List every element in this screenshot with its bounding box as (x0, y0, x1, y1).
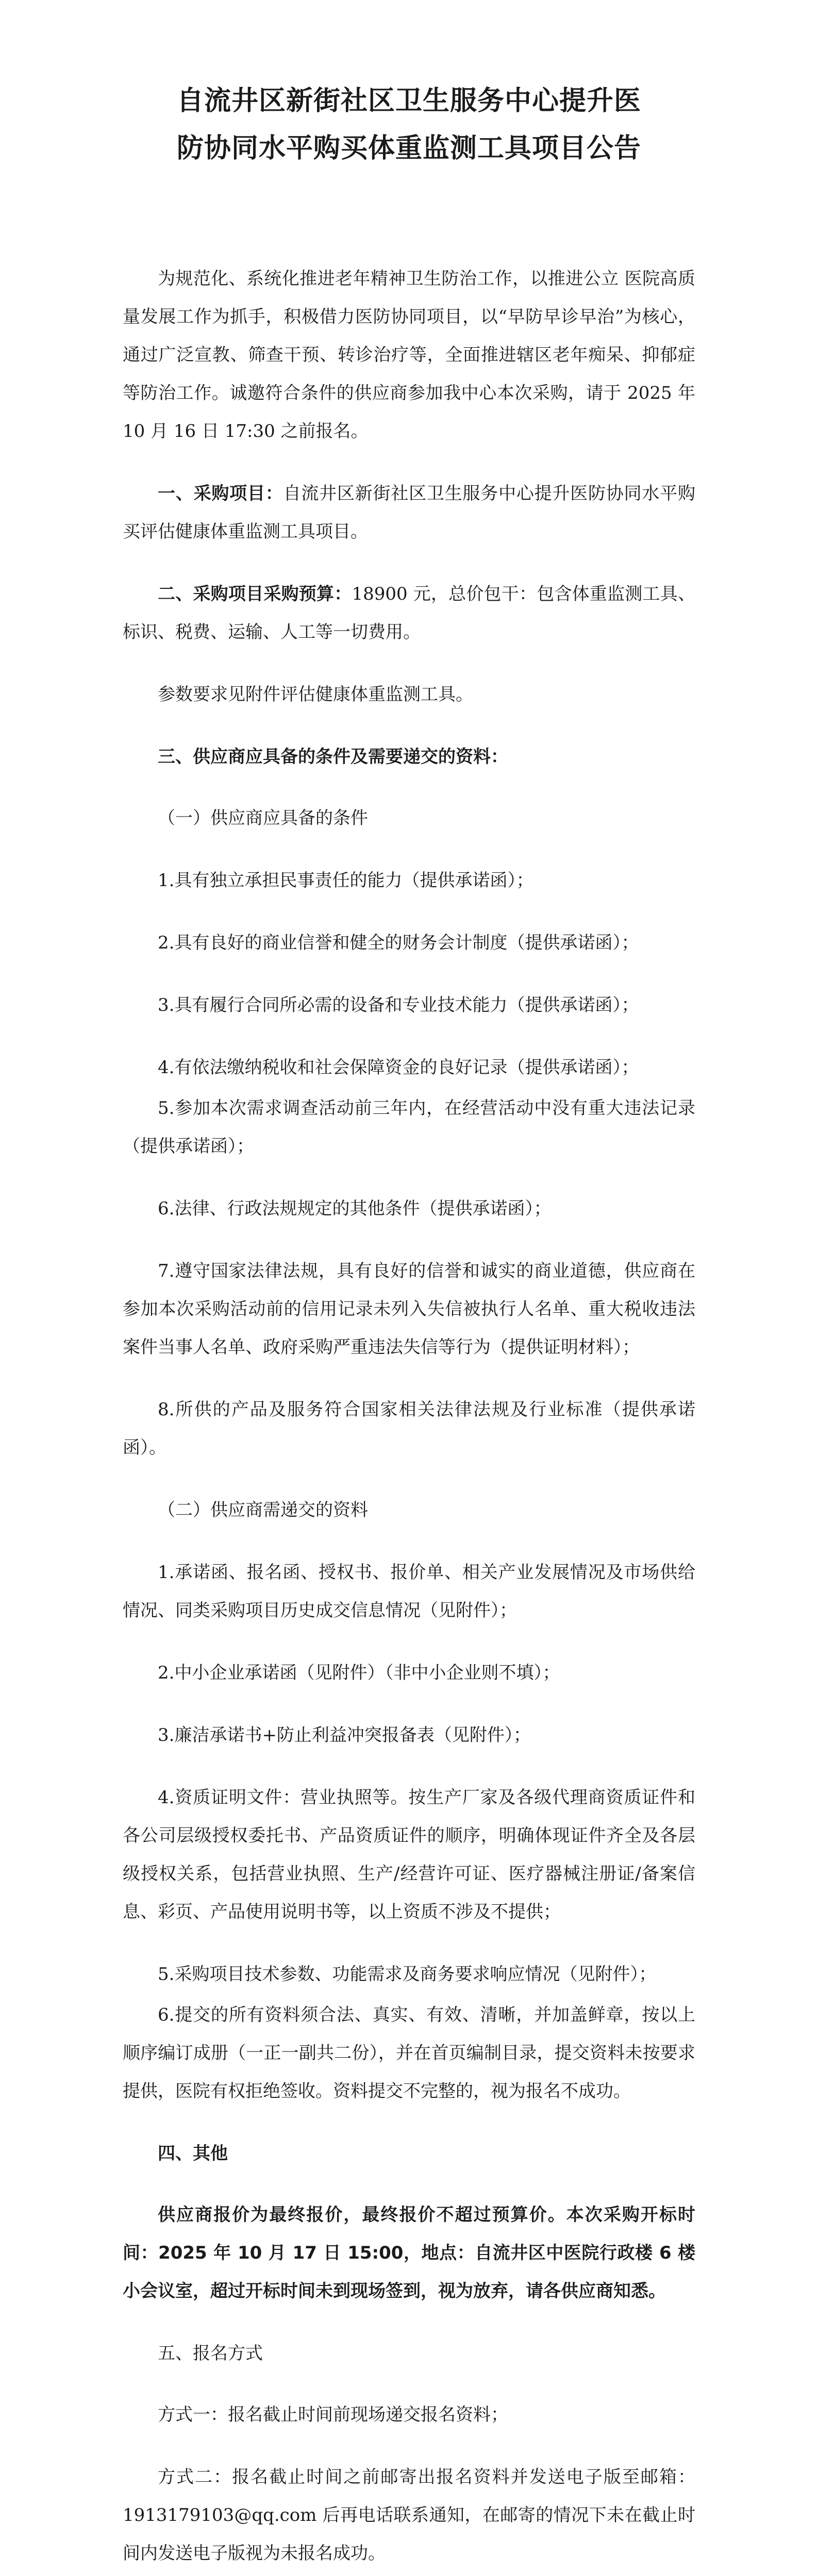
condition-item: 1.具有独立承担民事责任的能力（提供承诺函）； (158, 870, 534, 891)
condition-item: 3.具有履行合同所必需的设备和专业技术能力（提供承诺函）； (158, 995, 639, 1015)
section-1-label: 一、采购项目： (158, 483, 283, 504)
intro-paragraph: 为规范化、系统化推进老年精神卫生防治工作，以推进公立 医院高质量发展工作为抓手，积极借力医防协同项目，以“早防早诊早治”为核心，通过广泛宣教、筛查干预、转诊治疗等，全面推进辖区老年痴呆、抑郁症等防治工作。诚邀符合条件的供应商参加我中心本次采购，请于 2025 年 10 月 16 日 17:30 之前报名。 (123, 268, 695, 442)
registration-method-2: 方式二：报名截止时间之前邮寄出报名资料并发送电子版至邮箱：1913179103@qq.com 后再电话联系通知，在邮寄的情况下未在截止时间内发送电子版视为未报名成功。 (123, 2467, 695, 2564)
section-4-text: 供应商报价为最终报价，最终报价不超过预算价。本次采购开标时间：2025 年 10 月 17 日 15:00，地点：自流井区中医院行政楼 6 楼小会议室，超过开标时间未到现场签到，视为放弃，请各供应商知悉。 (123, 2205, 695, 2301)
section-5-heading: 五、报名方式 (158, 2343, 263, 2364)
parameter-note: 参数要求见附件评估健康体重监测工具。 (158, 684, 473, 705)
condition-item: 7.遵守国家法律法规，具有良好的信誉和诚实的商业道德，供应商在参加本次采购活动前的信用记录未列入失信被执行人名单、重大税收违法案件当事人名单、政府采购严重违法失信等行为（提供证明材料）； (123, 1261, 695, 1358)
title-line: 自流井区新街社区卫生服务中心提升医 (176, 86, 641, 116)
condition-item: 6.法律、行政法规规定的其他条件（提供承诺函）； (158, 1198, 552, 1219)
section-2-budget (123, 575, 695, 651)
title-line: 防协同水平购买体重监测工具项目公告 (176, 133, 641, 164)
condition-item: 5.参加本次需求调查活动前三年内，在经营活动中没有重大违法记录（提供承诺函）； (123, 1098, 695, 1157)
material-item: 2.中小企业承诺函（见附件）（非中小企业则不填）； (158, 1663, 560, 1683)
material-item: 5.采购项目技术参数、功能需求及商务要求响应情况（见附件）； (158, 1964, 657, 1985)
material-item: 1.承诺函、报名函、授权书、报价单、相关产业发展情况及市场供给情况、同类采购项目历史成交信息情况（见附件）； (123, 1562, 695, 1621)
page-title (123, 77, 695, 172)
material-item: 4.资质证明文件：营业执照等。按生产厂家及各级代理商资质证件和各公司层级授权委托书、产品资质证件的顺序，明确体现证件齐全及各层级授权关系，包括营业执照、生产/经营许可证、医疗器械注册证/备案信息、彩页、产品使用说明书等，以上资质不涉及不提供； (123, 1787, 695, 1922)
registration-method-1: 方式一：报名截止时间前现场递交报名资料； (158, 2404, 508, 2425)
section-4-heading: 四、其他 (158, 2143, 228, 2164)
material-item: 6.提交的所有资料须合法、真实、有效、清晰，并加盖鲜章，按以上顺序编订成册（一正一副共二份），并在首页编制目录，提交资料未按要求提供，医院有权拒绝签收。资料提交不完整的，视为报名不成功。 (123, 2005, 695, 2102)
material-item: 3.廉洁承诺书+防止利益冲突报备表（见附件）； (158, 1725, 531, 1745)
condition-item: 8.所供的产品及服务符合国家相关法律法规及行业标准（提供承诺函）。 (123, 1399, 695, 1458)
section-3-heading: 三、供应商应具备的条件及需要递交的资料： (158, 747, 508, 767)
section-1-procurement-project (123, 474, 695, 551)
section-2-text: 18900 元，总价包干：包含体重监测工具、标识、税费、运输、人工等一切费用。 (123, 584, 696, 642)
condition-item: 4.有依法缴纳税收和社会保障资金的良好记录（提供承诺函）； (158, 1057, 639, 1078)
announcement-body (123, 260, 695, 2576)
section-1-text: 自流井区新街社区卫生服务中心提升医防协同水平购买评估健康体重监测工具项目。 (123, 483, 696, 542)
subsection-1-heading: （一）供应商应具备的条件 (158, 808, 368, 828)
subsection-2-heading: （二）供应商需递交的资料 (158, 1500, 368, 1520)
condition-item: 2.具有良好的商业信誉和健全的财务会计制度（提供承诺函）； (158, 933, 639, 953)
section-2-label: 二、采购项目采购预算： (158, 584, 352, 604)
